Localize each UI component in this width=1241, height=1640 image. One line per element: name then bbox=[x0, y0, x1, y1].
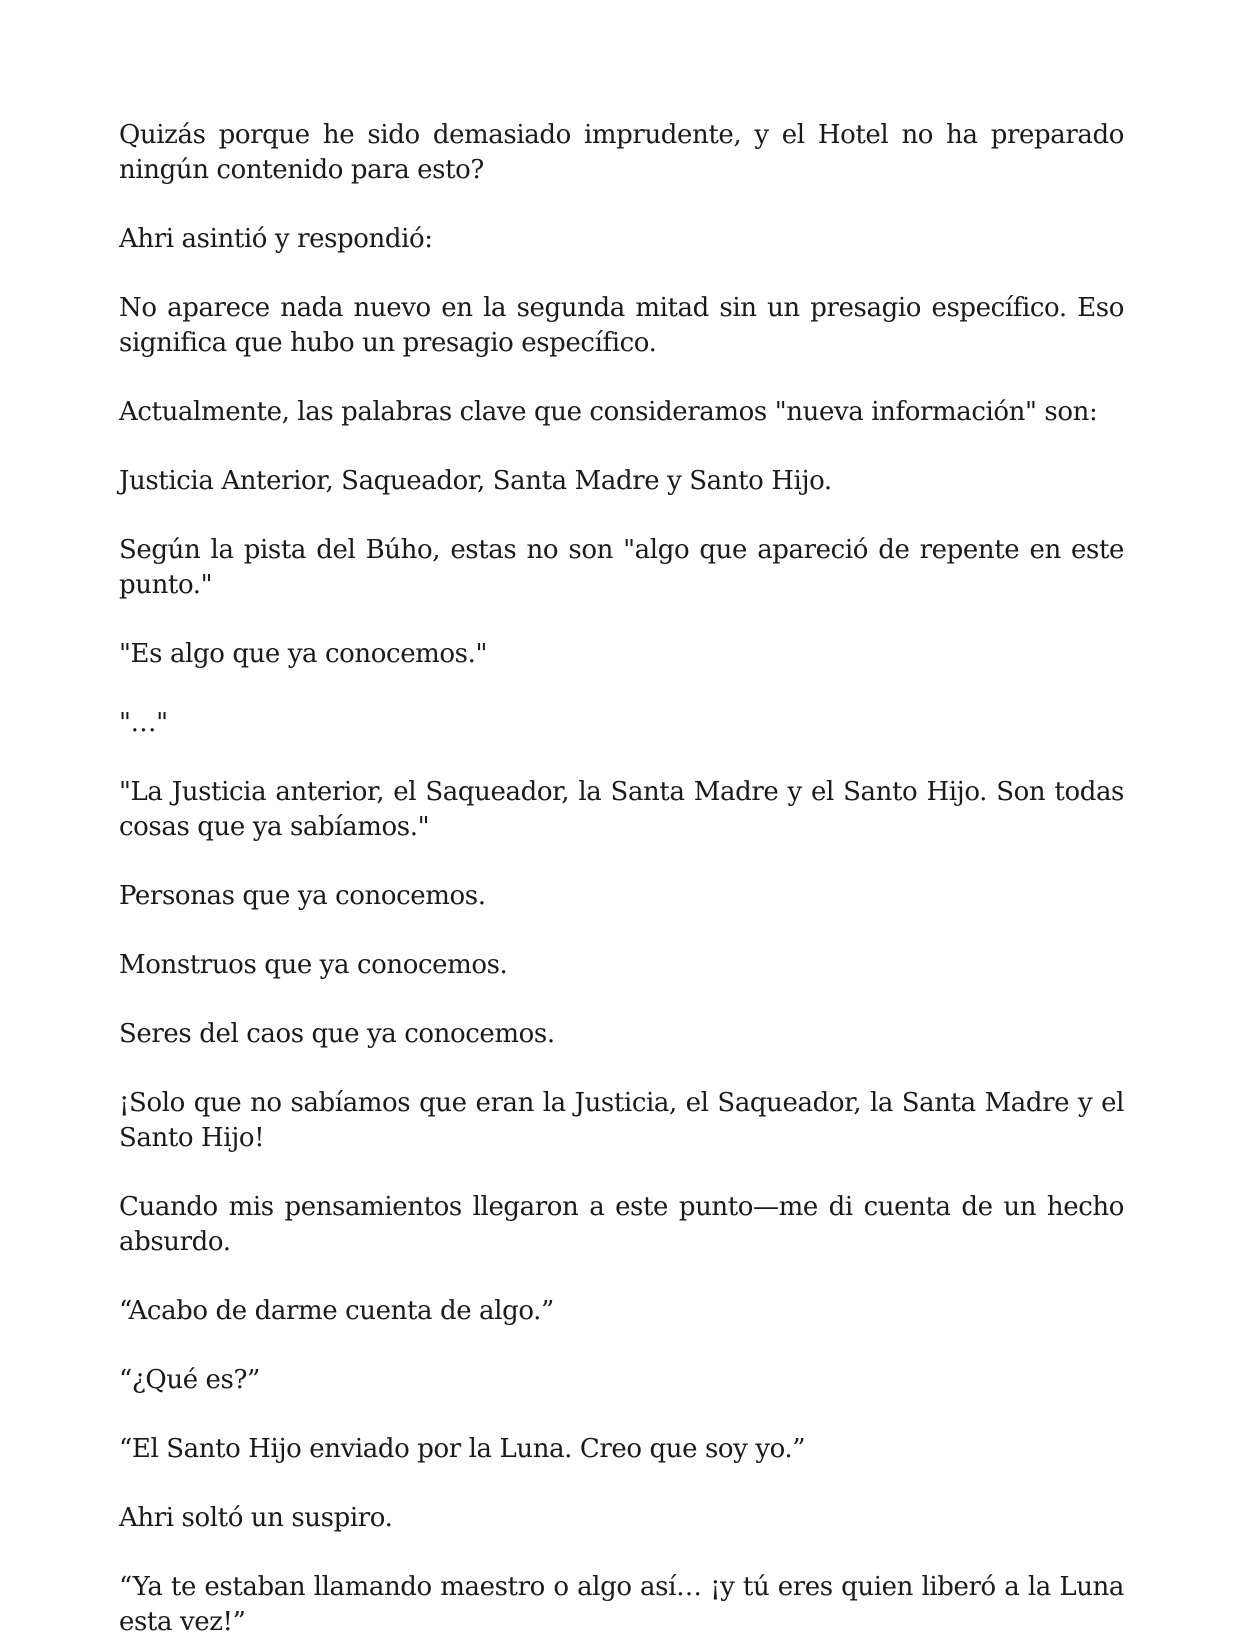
paragraph: “Ya te estaban llamando maestro o algo así… ¡y tú eres quien liberó a la Luna esta vez!” bbox=[119, 1572, 1124, 1637]
paragraph: “El Santo Hijo enviado por la Luna. Creo que soy yo.” bbox=[119, 1434, 806, 1464]
paragraph: Actualmente, las palabras clave que consideramos "nueva información" son: bbox=[119, 397, 1098, 427]
paragraph: Monstruos que ya conocemos. bbox=[119, 950, 508, 980]
paragraph: No aparece nada nuevo en la segunda mitad sin un presagio específico. Eso significa que hubo un presagio específico. bbox=[119, 293, 1124, 358]
paragraph: ¡Solo que no sabíamos que eran la Justicia, el Saqueador, la Santa Madre y el Santo Hijo! bbox=[119, 1088, 1124, 1153]
paragraph: Ahri soltó un suspiro. bbox=[119, 1503, 393, 1533]
body-text bbox=[119, 118, 1124, 1640]
paragraph: "Es algo que ya conocemos." bbox=[119, 639, 488, 669]
paragraph: "…" bbox=[119, 708, 168, 738]
paragraph: Justicia Anterior, Saqueador, Santa Madre y Santo Hijo. bbox=[119, 466, 832, 496]
paragraph: “Acabo de darme cuenta de algo.” bbox=[119, 1296, 554, 1326]
paragraph: Cuando mis pensamientos llegaron a este punto—me di cuenta de un hecho absurdo. bbox=[119, 1192, 1124, 1257]
paragraph: Según la pista del Búho, estas no son "algo que apareció de repente en este punto." bbox=[119, 535, 1124, 600]
paragraph: Personas que ya conocemos. bbox=[119, 881, 486, 911]
paragraph: Ahri asintió y respondió: bbox=[119, 224, 433, 254]
paragraph: "La Justicia anterior, el Saqueador, la Santa Madre y el Santo Hijo. Son todas cosas que ya sabíamos." bbox=[119, 777, 1124, 842]
paragraph: Quizás porque he sido demasiado imprudente, y el Hotel no ha preparado ningún contenido para esto? bbox=[119, 120, 1124, 185]
paragraph: Seres del caos que ya conocemos. bbox=[119, 1019, 555, 1049]
paragraph: “¿Qué es?” bbox=[119, 1365, 260, 1395]
